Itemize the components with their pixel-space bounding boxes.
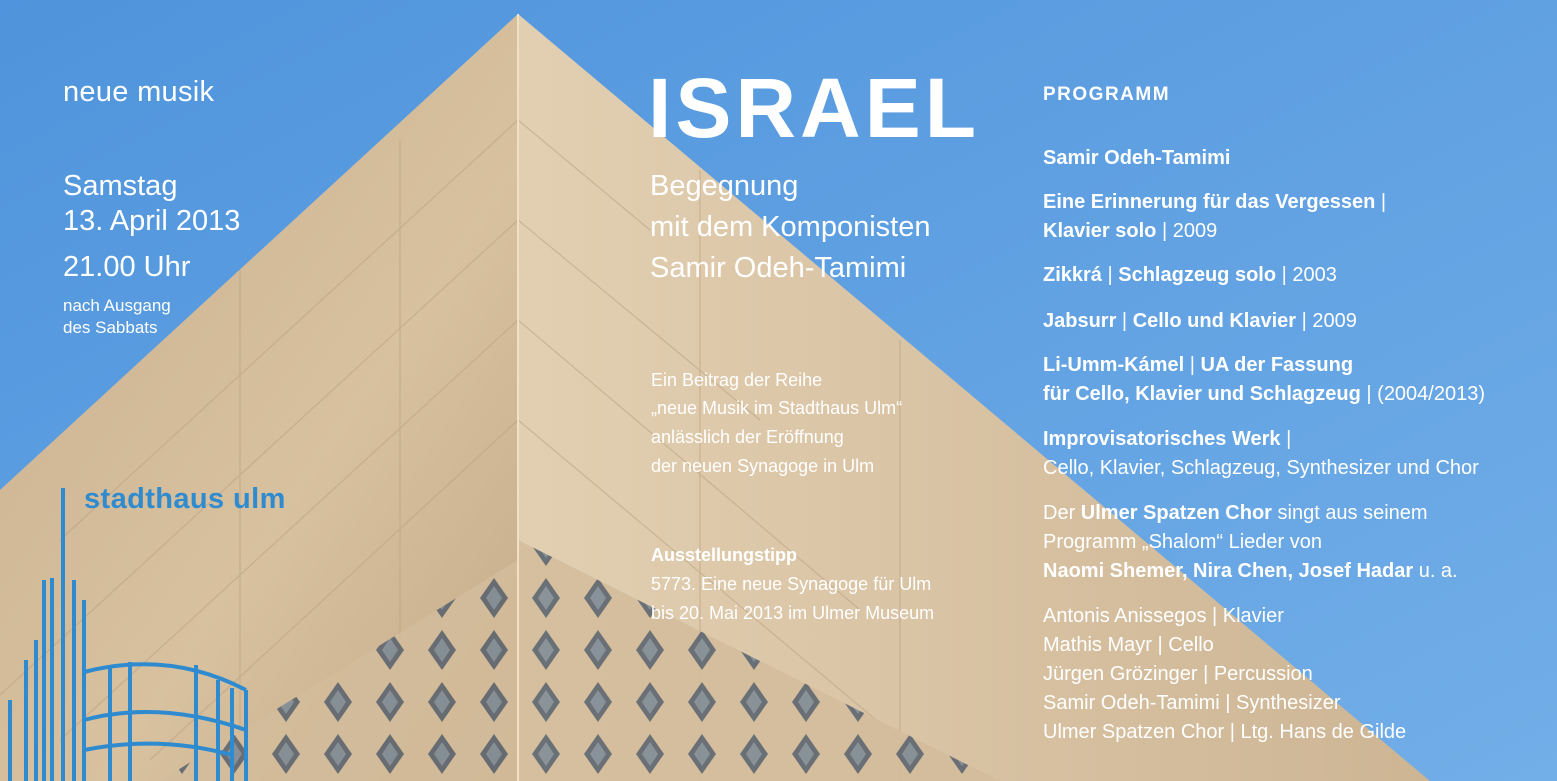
work-3-separator: | <box>1116 310 1133 332</box>
work-5-title: Improvisatorisches Werk <box>1043 428 1281 450</box>
subtitle-line1: Begegnung <box>650 170 799 202</box>
musician-item: Samir Odeh-Tamimi | Synthesizer <box>1043 692 1341 714</box>
work-5-title-line <box>1043 428 1291 451</box>
work-4-year: | (2004/2013) <box>1360 383 1486 405</box>
work-4-title-line <box>1043 354 1353 377</box>
time-note-line2: des Sabbats <box>63 318 158 337</box>
work-1-year: | 2009 <box>1156 220 1218 242</box>
work-3-line <box>1043 310 1357 333</box>
work-1-separator: | <box>1375 191 1387 213</box>
work-2-separator: | <box>1101 264 1119 286</box>
exhibition-tip-heading: Ausstellungstipp <box>651 545 798 565</box>
event-title: ISRAEL <box>648 61 981 155</box>
intro-line4: der neuen Synagoge in Ulm <box>651 456 875 476</box>
stadthaus-logo-text: stadthaus ulm <box>84 483 286 515</box>
work-3-year: | 2009 <box>1296 310 1357 332</box>
work-1-title-line <box>1043 191 1386 214</box>
intro-line1: Ein Beitrag der Reihe <box>651 370 823 390</box>
musician-item: Jürgen Grözinger | Percussion <box>1043 663 1313 685</box>
series-label: neue musik <box>63 76 215 108</box>
work-1-detail-line <box>1043 220 1217 243</box>
work-2-instrumentation: Schlagzeug solo <box>1118 264 1277 286</box>
choir-composers: Naomi Shemer, Nira Chen, Josef Hadar <box>1043 560 1414 582</box>
subtitle-line2: mit dem Komponisten <box>650 211 931 243</box>
exhibition-tip-line1: 5773. Eine neue Synagoge für Ulm <box>651 574 932 594</box>
work-1-title: Eine Erinnerung für das Vergessen <box>1043 191 1376 213</box>
musician-item: Antonis Anissegos | Klavier <box>1043 605 1284 627</box>
musician-item: Ulmer Spatzen Chor | Ltg. Hans de Gilde <box>1043 721 1407 743</box>
exhibition-tip-line2: bis 20. Mai 2013 im Ulmer Museum <box>651 603 935 623</box>
choir-name: Ulmer Spatzen Chor <box>1080 502 1272 524</box>
work-4-instrumentation: für Cello, Klavier und Schlagzeug <box>1043 383 1361 405</box>
program-composer: Samir Odeh-Tamimi <box>1043 147 1231 169</box>
event-day: Samstag <box>63 170 178 202</box>
work-2-line <box>1043 264 1337 287</box>
musician-item: Mathis Mayr | Cello <box>1043 634 1214 656</box>
work-3-title: Jabsurr <box>1043 310 1117 332</box>
subtitle-line3: Samir Odeh-Tamimi <box>650 252 907 284</box>
intro-line3: anlässlich der Eröffnung <box>651 427 844 447</box>
program-heading: PROGRAMM <box>1043 84 1171 105</box>
work-2-title: Zikkrá <box>1043 264 1102 286</box>
work-4-separator: | <box>1184 354 1201 376</box>
choir-ua: u. a. <box>1413 560 1458 582</box>
event-date: 13. April 2013 <box>63 205 241 237</box>
work-1-instrumentation: Klavier solo <box>1043 220 1157 242</box>
intro-line2: „neue Musik im Stadthaus Ulm“ <box>651 398 903 418</box>
choir-pre: Der <box>1043 502 1081 524</box>
work-5-instrumentation: Cello, Klavier, Schlagzeug, Synthesizer und Chor <box>1043 457 1479 479</box>
work-4-note: UA der Fassung <box>1200 354 1354 376</box>
choir-line1 <box>1043 502 1428 525</box>
time-note-line1: nach Ausgang <box>63 296 171 315</box>
work-5-separator: | <box>1280 428 1292 450</box>
work-2-year: | 2003 <box>1276 264 1337 286</box>
choir-line3 <box>1043 560 1458 583</box>
choir-line2: Programm „Shalom“ Lieder von <box>1043 531 1322 553</box>
choir-post: singt aus seinem <box>1271 502 1428 524</box>
event-time: 21.00 Uhr <box>63 251 191 283</box>
work-4-title: Li-Umm-Kámel <box>1043 354 1185 376</box>
work-3-instrumentation: Cello und Klavier <box>1132 310 1297 332</box>
work-4-detail-line <box>1043 383 1485 406</box>
